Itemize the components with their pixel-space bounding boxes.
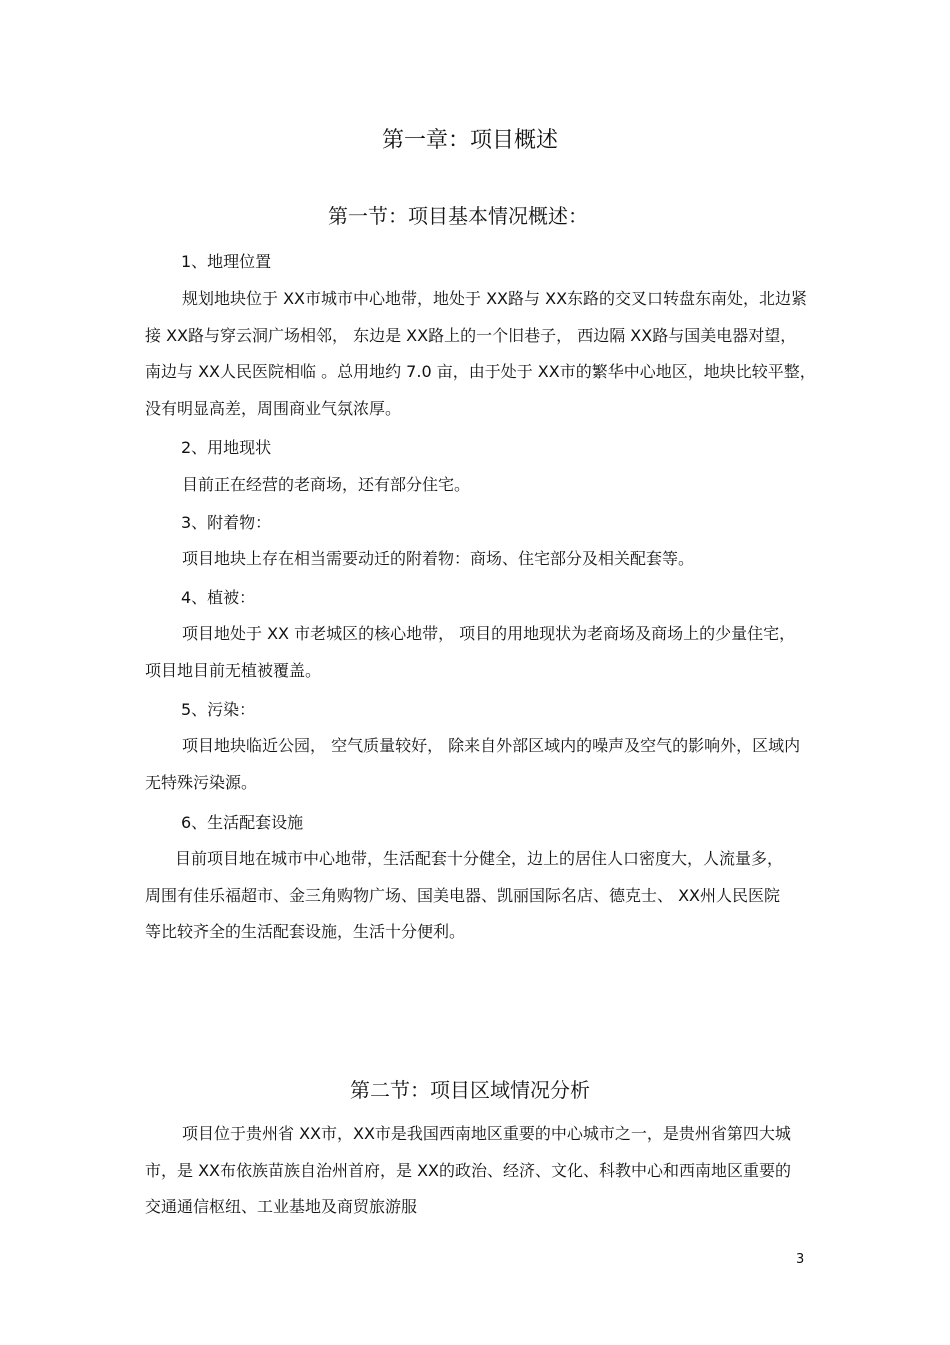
- item-heading-location: 1、地理位置: [181, 252, 272, 271]
- item-text-pollution: 项目地块临近公园， 空气质量较好， 除来自外部区域内的噪声及空气的影响外，区域内无特殊污染源。: [145, 736, 801, 792]
- item-heading-facilities: 6、生活配套设施: [181, 813, 304, 832]
- section-title-basic-overview: 第一节：项目基本情况概述：: [328, 204, 588, 228]
- item-heading-pollution: 5、污染：: [181, 700, 256, 719]
- item-text-land-status: 目前正在经营的老商场，还有部分住宅。: [182, 475, 471, 494]
- item-heading-land-status: 2、用地现状: [181, 438, 272, 457]
- chapter-title: 第一章：项目概述: [381, 128, 558, 153]
- item-text-location: 规划地块位于 XX市城市中心地带，地处于 XX路与 XX东路的交叉口转盘东南处，北边紧接 XX路与穿云洞广场相邻， 东边是 XX路上的一个旧巷子， 西边隔 XX路与国美电器对望， 南边与 XX人民医院相临 。总用地约 7.0 亩，由于处于 XX市的繁华中心地区，地块比较平整，没有明显高差，周围商业气氛浓厚。: [145, 289, 816, 418]
- item-text-vegetation: 项目地处于 XX 市老城区的核心地带， 项目的用地现状为老商场及商场上的少量住宅，项目地目前无植被覆盖。: [145, 624, 796, 680]
- section2-text: 项目位于贵州省 XX市，XX市是我国西南地区重要的中心城市之一，是贵州省第四大城市，是 XX布依族苗族自治州首府，是 XX的政治、经济、文化、科教中心和西南地区重要的交通通信枢纽、工业基地及商贸旅游服: [145, 1124, 792, 1216]
- item-text-attachments: 项目地块上存在相当需要动迁的附着物：商场、住宅部分及相关配套等。: [182, 549, 695, 568]
- item-heading-vegetation: 4、植被：: [181, 588, 256, 607]
- section-title-regional-analysis: 第二节：项目区域情况分析: [350, 1078, 590, 1102]
- item-heading-attachments: 3、附着物：: [181, 513, 272, 532]
- item-text-facilities: 目前项目地在城市中心地带，生活配套十分健全，边上的居住人口密度大，人流量多，周围有佳乐福超市、金三角购物广场、国美电器、凯丽国际名店、德克士、 XX州人民医院等比较齐全的生活配套设施，生活十分便利。: [145, 849, 784, 941]
- page-number: 3: [796, 1252, 805, 1267]
